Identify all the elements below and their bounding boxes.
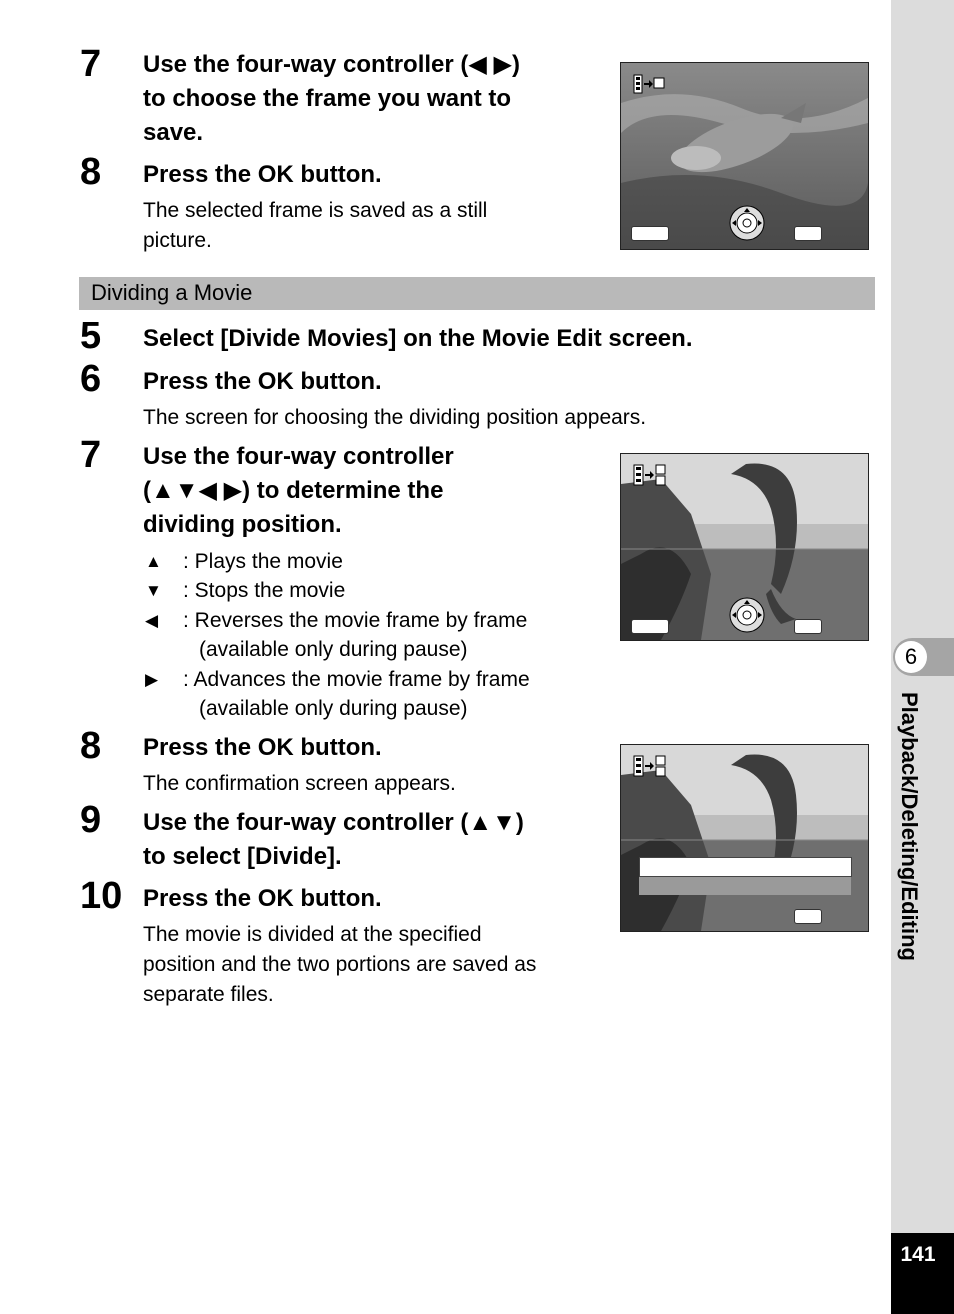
- step-heading: Press the OK button.: [143, 368, 382, 395]
- step-heading: [143, 806, 603, 874]
- section-title: Dividing a Movie: [91, 280, 253, 305]
- ok-button-indicator: [794, 226, 822, 241]
- step-heading-line: Use the four-way controller (▲▼): [143, 809, 524, 836]
- four-way-controller-icon: [729, 205, 765, 241]
- step-heading: [143, 440, 593, 542]
- ok-button-indicator: [794, 909, 822, 924]
- step-heading: Press the OK button.: [143, 885, 382, 912]
- step-heading-line: to choose the frame you want to: [143, 85, 512, 112]
- step-body: The screen for choosing the dividing position appears.: [143, 406, 647, 429]
- movie-divide-icon: [633, 755, 667, 777]
- step-heading-line: to select [Divide].: [143, 843, 342, 870]
- step-number: 9: [80, 799, 102, 841]
- down-arrow-icon: ▼: [145, 581, 162, 600]
- body-line: The selected frame is saved as a still: [143, 199, 488, 222]
- menu-button-indicator: [631, 619, 669, 634]
- step-body: [143, 196, 583, 256]
- step-body: The confirmation screen appears.: [143, 772, 456, 795]
- step-heading: Select [Divide Movies] on the Movie Edit screen.: [143, 325, 693, 352]
- camera-screen-divide-confirm: [620, 744, 869, 932]
- left-arrow-icon: ◀: [145, 611, 159, 630]
- control-subtext: (available only during pause): [199, 638, 468, 661]
- chapter-number: 6: [895, 641, 927, 673]
- control-text: : Stops the movie: [183, 579, 346, 602]
- cancel-option-bar: [639, 877, 851, 895]
- control-subtext: (available only during pause): [199, 697, 468, 720]
- control-text: : Advances the movie frame by frame: [183, 668, 530, 691]
- body-line: The movie is divided at the specified: [143, 923, 482, 946]
- up-arrow-icon: ▲: [145, 552, 162, 571]
- step-number: 5: [80, 315, 102, 357]
- control-item: [145, 576, 605, 606]
- step-heading-line: (▲▼◀ ▶) to determine the: [143, 477, 444, 504]
- menu-button-indicator: [631, 226, 669, 241]
- camera-screen-frame-save: [620, 62, 869, 250]
- frame-save-icon: [633, 74, 665, 94]
- step-heading-line: save.: [143, 119, 204, 146]
- control-item: [145, 665, 605, 724]
- step-heading-line: Use the four-way controller: [143, 443, 454, 470]
- control-list: [145, 547, 605, 724]
- step-heading: Press the OK button.: [143, 161, 382, 188]
- right-arrow-icon: ▶: [145, 670, 159, 689]
- control-text: : Reverses the movie frame by frame: [183, 609, 528, 632]
- step-number: 8: [80, 151, 102, 193]
- step-number: 7: [80, 434, 102, 476]
- body-line: position and the two portions are saved as: [143, 953, 537, 976]
- step-number: 8: [80, 725, 102, 767]
- step-heading-line: dividing position.: [143, 511, 342, 538]
- step-heading-line: Use the four-way controller (◀ ▶): [143, 51, 520, 78]
- control-item: [145, 547, 605, 576]
- step-number: 6: [80, 358, 102, 400]
- body-line: picture.: [143, 229, 212, 252]
- ok-button-indicator: [794, 619, 822, 634]
- chapter-label: Playback/Deleting/Editing: [897, 692, 922, 961]
- body-line: separate files.: [143, 983, 274, 1006]
- step-heading: [143, 48, 613, 150]
- page-number: 141: [900, 1243, 936, 1266]
- camera-screen-divide-position: [620, 453, 869, 641]
- movie-divide-icon: [633, 464, 667, 486]
- step-number: 7: [80, 43, 102, 85]
- four-way-controller-icon: [729, 597, 765, 633]
- step-number: 10: [80, 875, 123, 917]
- step-heading: Press the OK button.: [143, 734, 382, 761]
- step-body: [143, 920, 613, 1010]
- control-item: [145, 606, 605, 665]
- control-text: : Plays the movie: [183, 550, 343, 573]
- divide-option-highlight: [639, 857, 852, 877]
